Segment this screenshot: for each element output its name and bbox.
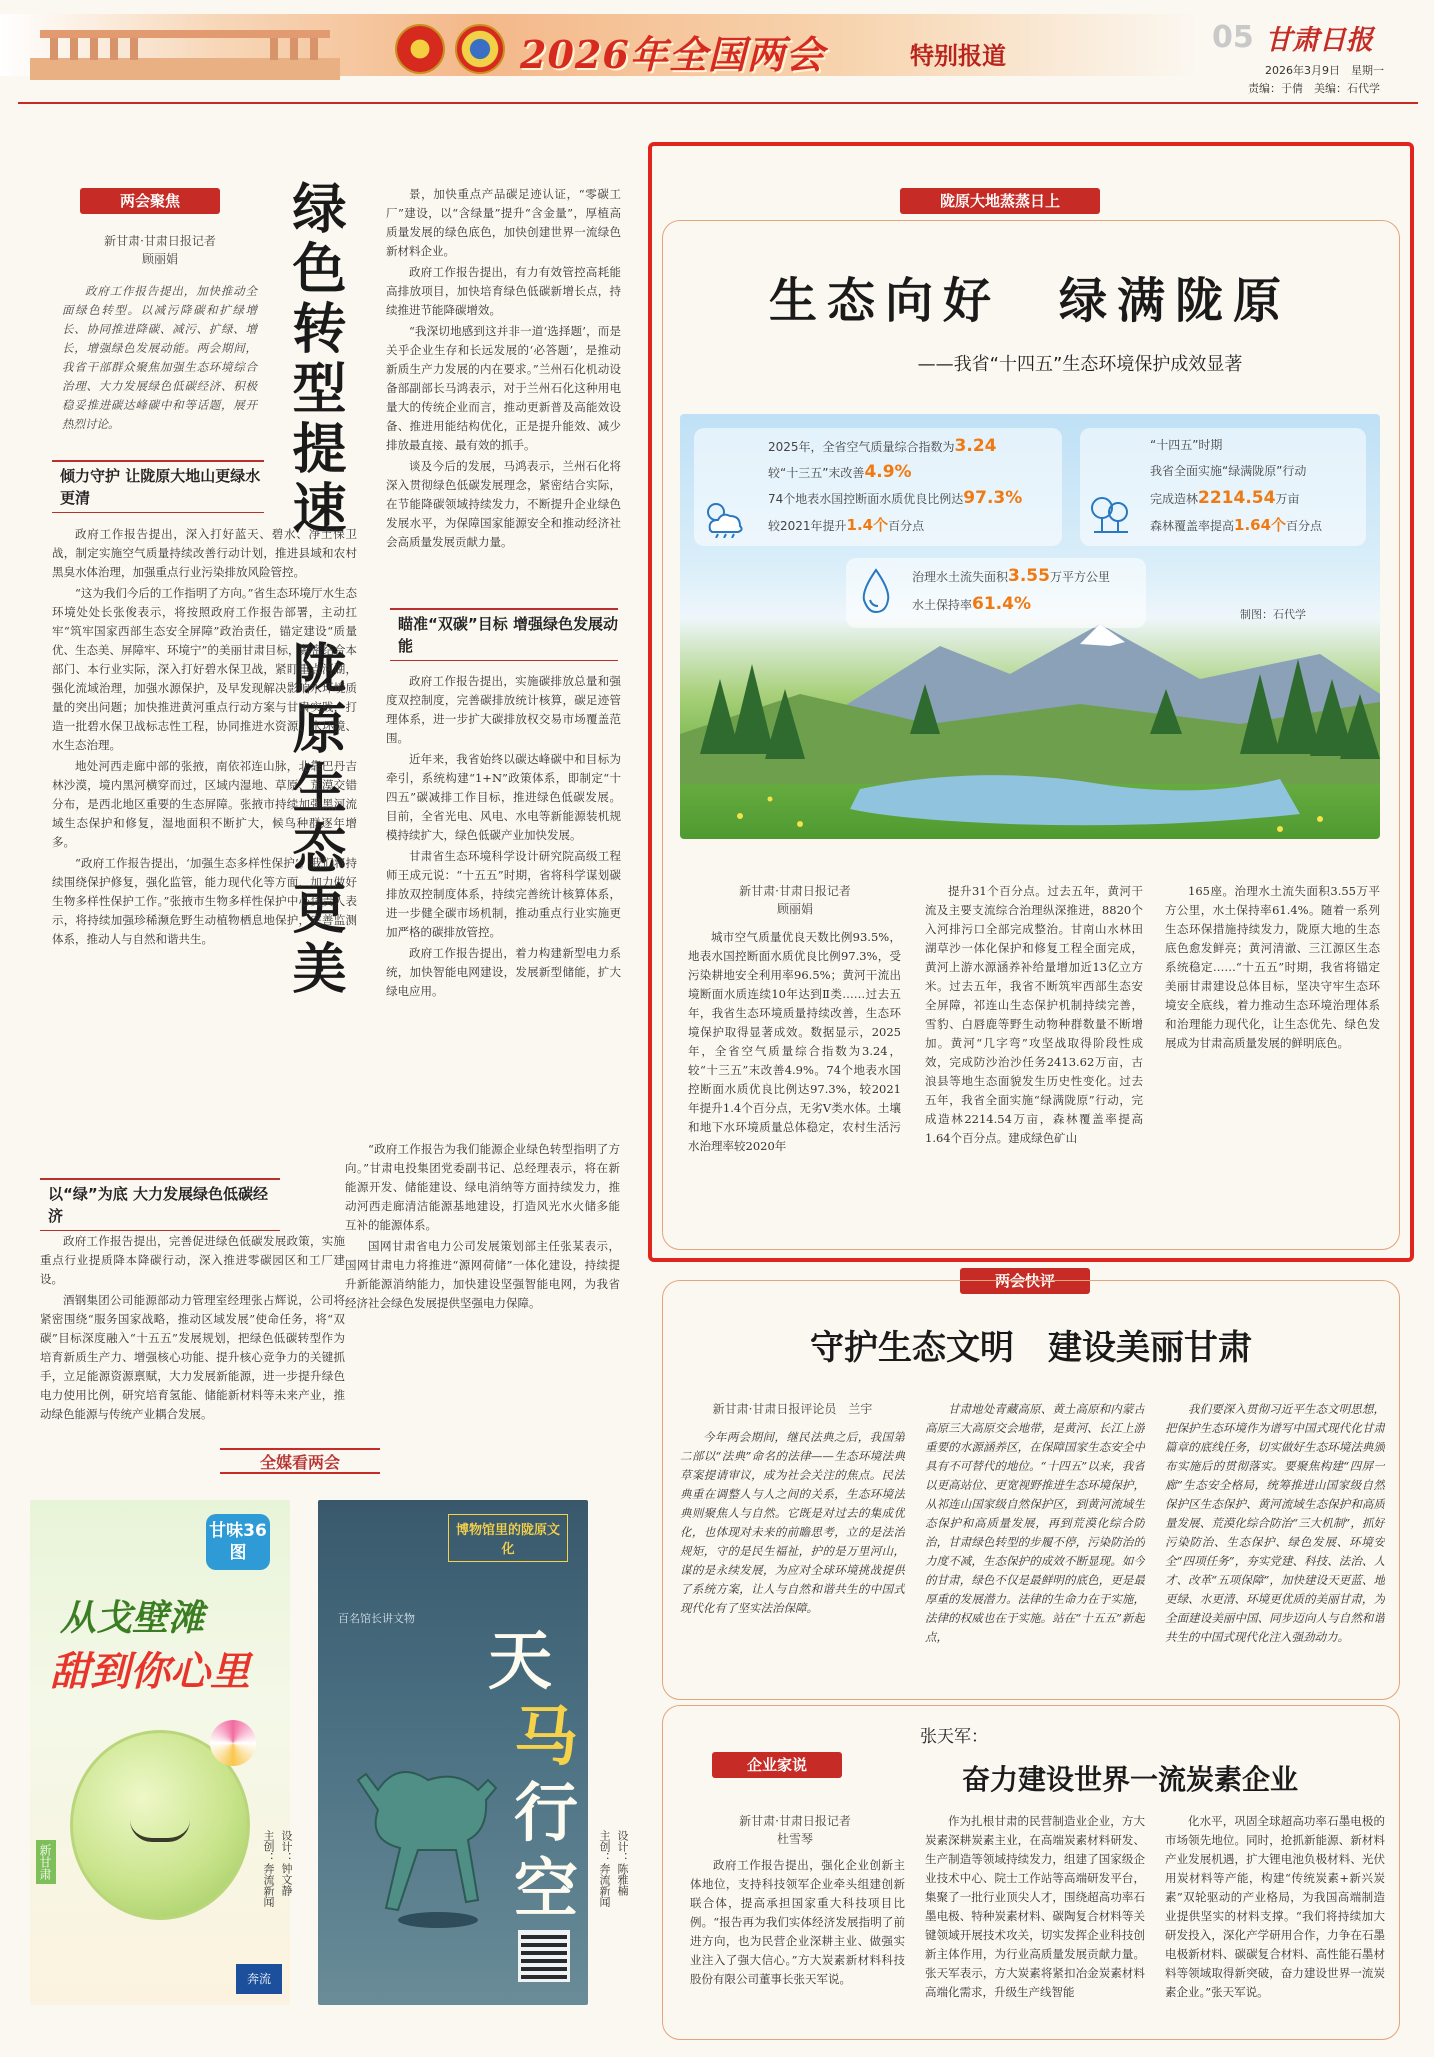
commentary-headline: 守护生态文明 建设美丽甘肃	[810, 1328, 1252, 1368]
commentary-col1: 今年两会期间，继民法典之后，我国第二部以“法典”命名的法律——生态环境法典草案提请审议，成为社会关注的焦点。民法典重在调整人与人之间的关系，生态环境法典则聚焦人与自然。它既是对过去的集成优化，也体现对未来的前瞻思考，立的是法治规矩，守的是民生福祉，护的是万里河山，谋的是永续发展，为应对全球环境挑战提供了系统方案，让人与自然和谐共生的中国式现代化有了坚实法治保障。	[680, 1430, 905, 1615]
lollipop-icon	[210, 1720, 256, 1766]
section-tag-qiyejia: 企业家说	[712, 1752, 842, 1778]
feature-col1: 城市空气质量优良天数比例93.5%，地表水国控断面水质优良比例97.3%，受污染耕地安全利用率96.5%；黄河干流出境断面水质连续10年达到Ⅱ类……过去五年，我省生态环境质量持续改善，生态环境保护取得显著成效。数据显示，2025年，全省空气质量综合指数为3.24，较“十三五”末改善4.9%。74个地表水国控断面水质优良比例达97.3%，较2021年提升1.4个百分点，无劣Ⅴ类水体。土壤和地下水环境质量总体稳定，农村生活污水治理率较2020年	[688, 930, 901, 1153]
feature-col2: 提升31个百分点。过去五年，黄河干流及主要支流综合治理纵深推进，8820个入河排污口全部完成整治。甘南山水林田湖草沙一体化保护和修复工程全面完成，黄河上游水源涵养补给量增加近13亿立方米。过去五年，我省不断筑牢西部生态安全屏障，祁连山生态保护机制持续完善，雪豹、白唇鹿等野生动物种群数量不断增加。黄河“几字弯”攻坚战取得阶段性成效，完成防沙治沙任务2413.62万亩，古浪县等地生态面貌发生历史性变化。过去五年，我省全面实施“绿满陇原”行动，完成造林2214.54万亩，森林覆盖率提高1.64个百分点。建成绿色矿山	[925, 884, 1143, 1145]
bronze-horse-illustration	[338, 1720, 518, 1940]
info2-line3-suffix: 万亩	[1275, 492, 1300, 506]
info2-afforest-value: 2214.54	[1198, 488, 1276, 508]
water-drop-icon	[856, 566, 896, 616]
poster2-title3: 行	[514, 1777, 578, 1851]
left-col2-p1: 景，加快重点产品碳足迹认证，“零碳工厂”建设，以“含绿量”提升“含金量”，厚植高质量发展的绿色底色，加快创建世界一流绿色新材料企业。	[386, 187, 621, 258]
info2-line3	[1150, 488, 1299, 508]
info3-line2-text: 水土保持率	[912, 598, 973, 612]
left-col1-p1: 政府工作报告提出，深入打好蓝天、碧水、净土保卫战，制定实施空气质量持续改善行动计划，推进县域和农村黑臭水体治理，加强重点行业污染排放风险管控。	[52, 527, 357, 579]
info3-line1-suffix: 万平方公里	[1049, 570, 1110, 584]
poster1-title1: 从戈壁滩	[60, 1598, 205, 1639]
info3-soil-rate: 61.4%	[972, 594, 1031, 614]
left-col1-body-b	[40, 1232, 345, 1532]
poster-horse	[318, 1500, 588, 2005]
feature-reporter: 顾丽娟	[776, 902, 813, 916]
info1-line1-text: 2025年，全省空气质量综合指数为	[768, 440, 955, 454]
left-col1-p6: 酒钢集团公司能源部动力管理室经理张占辉说，公司将紧密围绕“服务国家战略，推动区域发展”使命任务，将“双碳”目标深度融入“十五五”发展规划，把绿色低碳转型作为培育新质生产力、增强核心功能、提升核心竞争力的关键抓手，立足能源资源禀赋，大力发展新能源，进一步提升绿色电力使用比例，研究培育氢能、储能新材料等未来产业，推动绿色能源与传统产业耦合发展。	[40, 1293, 345, 1421]
commentary-byline: 新甘肃·甘肃日报评论员 兰宇	[712, 1402, 873, 1416]
left-col2-body-a	[386, 185, 621, 605]
section-tag-lianghui-jujiao: 两会聚焦	[80, 188, 220, 214]
enterprise-name: 张天军：	[920, 1727, 988, 1747]
info3-line2	[912, 594, 1031, 614]
banner-title: 2026年全国两会	[520, 32, 825, 77]
info3-line1	[912, 566, 1110, 586]
poster-melon	[30, 1500, 290, 2005]
page-number: 05	[1212, 20, 1254, 55]
left-subhead-1: 倾力守护 让陇原大地山更绿水更清	[52, 460, 264, 513]
info2-line4-text: 森林覆盖率提高	[1150, 519, 1235, 533]
poster2-box: 博物馆里的陇原文化	[448, 1514, 568, 1562]
cppcc-emblem-icon	[455, 24, 505, 74]
feature-section-label: 陇原大地蒸蒸日上	[900, 188, 1100, 214]
info2-line2: 我省全面实施“绿满陇原”行动	[1150, 464, 1307, 478]
left-col2-body-b	[386, 672, 621, 1142]
poster1-credit-creator: 主创：奔流新闻	[262, 1830, 275, 1907]
info1-water-ratio: 97.3%	[963, 488, 1023, 508]
info1-water-rise: 1.4个	[846, 516, 889, 534]
poster2-title4: 空	[514, 1853, 578, 1927]
left-col2-p3: “我深切地感到这并非一道‘选择题’，而是关乎企业生存和长远发展的‘必答题’，是推动新质生产力发展的内在要求。”兰州石化机动设备部副部长马鸿表示，对于兰州石化这种用电量大的传统企业而言，推动更新普及高能效设备、推进用能结构优化，正是提升能效、减少排放最直接、最有效的抓手。	[386, 324, 621, 452]
info3-line1-text: 治理水土流失面积	[912, 570, 1009, 584]
commentary-col3: 我们要深入贯彻习近平生态文明思想，把保护生态环境作为谱写中国式现代化甘肃篇章的底线任务，切实做好生态环境法典颁布实施后的贯彻落实。要聚焦构建“四屏一廊”生态安全格局，统筹推进山国家级自然保护区生态保护、黄河流域生态保护和高质量发展、荒漠化综合防治“三大机制”，抓好污染防治、生态保护、绿色发展、环境安全“四项任务”，夯实党建、科技、法治、人才、改革“五项保障”，加快建设天更蓝、地更绿、水更清、环境更优质的美丽甘肃，为全面建设美丽中国、同步迈向人与自然和谐共生的中国式现代化注入强劲动力。	[1165, 1402, 1385, 1644]
info1-line1	[768, 436, 997, 456]
left-col2-p4: 谈及今后的发展，马鸿表示，兰州石化将深入贯彻绿色低碳发展理念，紧密结合实际，在节能降碳领域持续发力，不断提升企业绿色发展水平，为保障国家能源安全和推动经济社会高质量发展贡献力量。	[386, 459, 621, 549]
left-story-intro: 政府工作报告提出，加快推动全面绿色转型。以减污降碳和扩绿增长、协同推进降碳、减污、扩绿、增长，增强绿色发展动能。两会期间，我省干部群众聚焦加强生态环境综合治理、大力发展绿色低碳经济、积极稳妥推进碳达峰碳中和等话题，展开热烈讨论。	[62, 284, 257, 431]
feature-subhead: ——我省“十四五”生态环境保护成效显著	[917, 354, 1243, 375]
left-col1-p3: 地处河西走廊中部的张掖，南依祁连山脉，北靠巴丹吉林沙漠，境内黑河横穿而过，区域内湿地、草原、荒漠交错分布，是西北地区重要的生态屏障。张掖市持续加强黑河流域生态保护和修复，湿地面积不断扩大，候鸟种群逐年增多。	[52, 759, 357, 849]
enterprise-col3: 化水平，巩固全球超高功率石墨电极的市场领先地位。同时，抢抓新能源、新材料产业发展机遇，扩大锂电池负极材料、光伏用炭材料等产能，构建“传统炭素+新兴炭素”双轮驱动的产业格局，为我国高端制造业提供坚实的材料支撑。“我们将持续加大研发投入，深化产学研用合作，力争在石墨电极新材料、碳碳复合材料、高性能石墨材料等领域取得新突破，奋力建设世界一流炭素企业。”张天军说。	[1165, 1814, 1385, 1999]
left-col2-p2: 政府工作报告提出，有力有效管控高耗能高排放项目，加快培育绿色低碳新增长点，持续推进节能降碳增效。	[386, 265, 621, 317]
left-story-byline: 新甘肃·甘肃日报记者	[104, 234, 216, 248]
info2-line3-text: 完成造林	[1150, 492, 1199, 506]
poster2-title1: 天	[488, 1625, 552, 1699]
page-editors: 责编：于倩 美编：石代学	[1248, 82, 1380, 95]
info2-forest-rise: 1.64个	[1234, 516, 1287, 534]
header-rule	[18, 102, 1418, 104]
poster2-credit-creator: 主创：奔流新闻	[598, 1830, 611, 1907]
left-col1-p2: “这为我们今后的工作指明了方向。”省生态环境厅水生态环境处处长张俊表示，将按照政府工作报告部署，主动扛牢“筑牢国家西部生态安全屏障”政治责任，锚定建设“质量优、生态美、屏障牢、环境宁”的美丽甘肃目标，紧密结合本部门、本行业实际，深入打好碧水保卫战，紧盯重点河湖，强化流域治理，加强水源保护，及早发现解决影响水环境质量的突出问题；加快推进黄河重点行动方案与甘肃实践，打造一批碧水保卫战标志性工程，协同推进水资源、水环境、水生态治理。	[52, 586, 357, 752]
left-story-reporter: 顾丽娟	[141, 252, 178, 266]
enterprise-byline: 新甘肃·甘肃日报记者	[739, 1814, 851, 1828]
left-col2-p5: 政府工作报告提出，实施碳排放总量和强度双控制度，完善碳排放统计核算，碳足迹管理体系，进一步扩大碳排放权交易市场覆盖范围。	[386, 674, 621, 745]
enterprise-col2: 作为扎根甘肃的民营制造业企业，方大炭素深耕炭素主业，在高端炭素材料研发、生产制造等领域持续发力，组建了国家级企业技术中心、院士工作站等高端研发平台，集聚了一批行业顶尖人才，围绕超高功率石墨电极、特种炭素材料、碳陶复合材料等关键领域开展技术攻关，切实发挥企业科技创新主体作用，为行业高质量发展贡献力量。张天军表示，方大炭素将紧扣冶金炭素材料高端化需求，升级生产线智能	[925, 1814, 1145, 1999]
poster1-title2: 甜到你心里	[50, 1649, 250, 1695]
infographic-panel	[680, 414, 1380, 839]
vertical-headline-2: 陇原生态更美	[284, 640, 347, 1000]
poster2-small: 百名馆长讲文物	[338, 1612, 415, 1625]
tree-icon	[1086, 492, 1134, 534]
poster2-credit-design: 设计：陈雅楠	[616, 1830, 629, 1896]
left-col2-p6: 近年来，我省始终以碳达峰碳中和目标为牵引，系统构建“1+N”政策体系，即制定“十四五”碳减排工作目标，推进绿色低碳发展。目前，全省光电、风电、水电等新能源装机规模持续扩大，绿色低碳产业加快发展。	[386, 752, 621, 842]
info1-line2	[768, 462, 912, 482]
info1-line2-text: 较“十三五”末改善	[768, 466, 865, 480]
infographic-credit: 制图：石代学	[1240, 608, 1306, 621]
left-col2-p9: “政府工作报告为我们能源企业绿色转型指明了方向。”甘肃电投集团党委副书记、总经理表示，将在新能源开发、储能建设、绿电消纳等方面持续发力，推动河西走廊清洁能源基地建设，打造风光水火储多能互补的能源体系。	[345, 1142, 620, 1232]
left-col2-p10: 国网甘肃省电力公司发展策划部主任张某表示，国网甘肃电力将推进“源网荷储”一体化建设，持续提升新能源消纳能力，加快建设坚强智能电网，为我省经济社会绿色发展提供坚强电力保障。	[345, 1239, 620, 1310]
poster1-credit-design: 设计：钟文静	[280, 1830, 293, 1896]
commentary-col2: 甘肃地处青藏高原、黄土高原和内蒙古高原三大高原交会地带，是黄河、长江上游重要的水源涵养区，在保障国家生态安全中具有不可替代的地位。“十四五”以来，我省以更高站位、更宽视野推进生态环境保护，从祁连山国家级自然保护区，到黄河流域生态保护和高质量发展，再到荒漠化综合防治，甘肃绿色转型的步履不停，污染防治的力度不减，生态保护的成效不断显现。如今的甘肃，绿色不仅是最鲜明的底色，更是最厚重的发展潜力。法律的生命力在于实施，法律的权威也在于实施。站在“十五五”新起点，	[925, 1402, 1145, 1644]
qr-code-icon	[518, 1930, 570, 1982]
feature-headline: 生态向好 绿满陇原	[768, 273, 1291, 329]
masthead-banner	[0, 0, 1434, 110]
weather-icon	[700, 498, 748, 538]
left-col2-body-c	[345, 1140, 620, 1530]
feature-col3: 165座。治理水土流失面积3.55万平方公里，水土保持率61.4%。随着一系列生态环保措施持续发力，陇原大地的生态底色愈发鲜亮；黄河清澈、三江源区生态系统稳定……“十五五”时期，我省将锚定美丽甘肃建设总体目标，坚决守牢生态环境安全底线，着力推动生态环境治理体系和治理能力现代化，让生态优先、绿色发展成为甘肃高质量发展的鲜明底色。	[1165, 884, 1380, 1050]
info3-erosion-area: 3.55	[1008, 566, 1050, 586]
newspaper-logo: 甘肃日报	[1265, 25, 1373, 56]
issue-date: 2026年3月9日 星期一	[1265, 64, 1384, 77]
info1-line4	[768, 514, 924, 535]
enterprise-reporter: 杜雪琴	[776, 1832, 813, 1846]
section-tag-kuaiping: 两会快评	[960, 1268, 1090, 1294]
great-hall-illustration	[20, 8, 350, 88]
special-report-label: 特别报道	[910, 42, 1006, 70]
left-col1-p5: 政府工作报告提出，完善促进绿色低碳发展政策，实施重点行业提质降本降碳行动，深入推进零碳园区和工厂建设。	[40, 1234, 345, 1286]
info1-line4-suffix: 百分点	[888, 519, 925, 533]
enterprise-col1: 政府工作报告提出，强化企业创新主体地位，支持科技领军企业牵头组建创新联合体，提高承担国家重大科技项目比例。“报告再为我们实体经济发展指明了前进方向，也为民营企业深耕主业、做强实业注入了强大信心。”方大炭素新材料科技股份有限公司董事长张天军说。	[690, 1858, 905, 1986]
left-col1-p4: “政府工作报告提出，‘加强生态多样性保护’。我们将持续围绕保护修复，强化监管，能力现代化等方面，加力做好生物多样性保护工作。”张掖市生物多样性保护中心负责人表示，将持续加强珍稀濒危野生动植物栖息地保护，完善监测体系，推动人与自然和谐共生。	[52, 856, 357, 946]
info2-line4-suffix: 百分点	[1286, 519, 1323, 533]
left-col2-p8: 政府工作报告提出，着力构建新型电力系统，加快智能电网建设，发展新型储能，扩大绿电应用。	[386, 946, 621, 998]
info1-line4-text: 较2021年提升	[768, 519, 847, 533]
left-subhead-3: 以“绿”为底 大力发展绿色低碳经济	[40, 1178, 280, 1231]
left-col2-p7: 甘肃省生态环境科学设计研究院高级工程师王成元说：“十五五”时期，省将科学谋划碳排放双控制度体系，持续完善统计核算体系，进一步健全碳市场机制，推动重点行业实施更加严格的碳排放管控。	[386, 849, 621, 939]
poster1-brand: 甘味36图	[206, 1514, 270, 1570]
national-emblem-icon	[395, 24, 445, 74]
poster1-side: 新甘肃	[36, 1840, 56, 1884]
feature-byline: 新甘肃·甘肃日报记者	[739, 884, 851, 898]
vertical-headline-1: 绿色转型提速	[284, 180, 347, 540]
info1-air-improve: 4.9%	[864, 462, 912, 482]
info1-line3-text: 74个地表水国控断面水质优良比例达	[768, 492, 964, 506]
poster2-title2: 马	[514, 1701, 578, 1775]
section-tag-quanmei: 全媒看两会	[220, 1448, 380, 1474]
info1-line3	[768, 488, 1022, 508]
info1-air-index: 3.24	[954, 436, 997, 456]
poster1-logo: 奔流	[236, 1964, 282, 1994]
info2-line4	[1150, 514, 1322, 535]
enterprise-headline: 奋力建设世界一流炭素企业	[961, 1763, 1298, 1796]
info2-line1: “十四五”时期	[1150, 438, 1223, 452]
left-col1-body	[52, 525, 357, 1165]
left-subhead-2: 瞄准“双碳”目标 增强绿色发展动能	[390, 608, 618, 661]
